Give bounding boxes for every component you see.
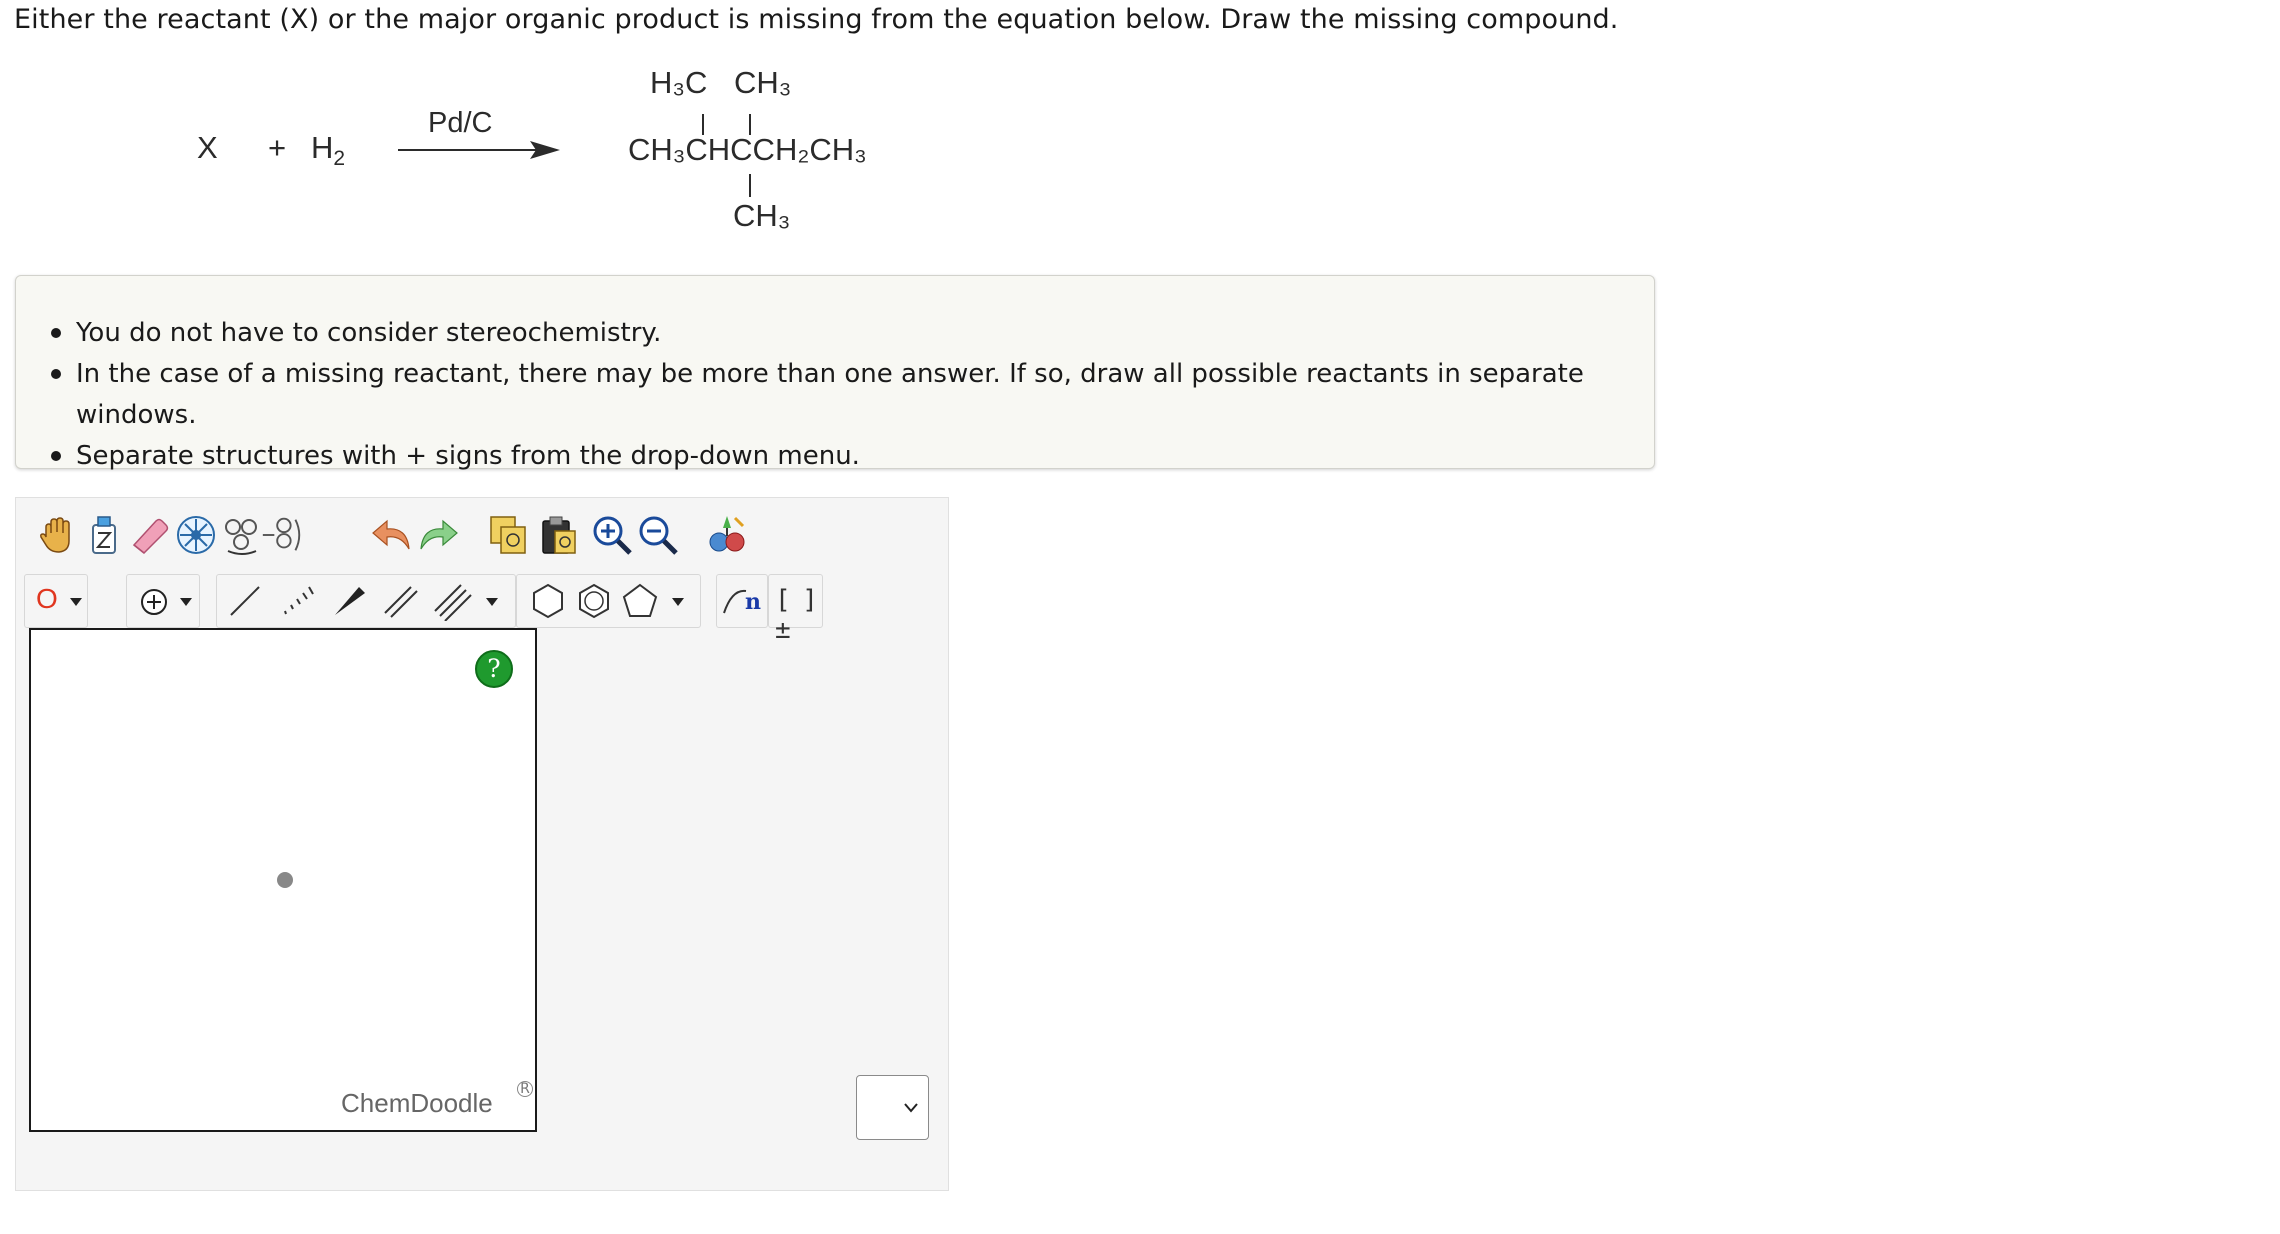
chevron-down-icon[interactable] [671,596,685,608]
plus-charge-icon [139,587,169,617]
zoom-out-icon[interactable] [635,510,681,560]
instructions-box [15,275,1655,469]
charge-bracket-button[interactable] [768,574,823,645]
cyclopentane-icon[interactable] [617,576,663,626]
cyclohexane-icon[interactable] [525,576,571,626]
charge-bracket-label: [ ]± [775,585,816,645]
atom-label-text: O [36,583,58,614]
double-bond-icon[interactable] [375,576,427,626]
clean-structure-icon[interactable] [705,510,751,560]
reactant-x: X [197,130,218,165]
product-bottom-methyl: CH₃ [733,198,791,233]
drawing-canvas[interactable] [29,628,537,1132]
canvas-placeholder-dot [277,872,293,888]
paste-icon[interactable] [536,510,582,560]
chevron-down-icon [903,1102,919,1114]
undo-icon[interactable] [369,510,415,560]
charge-dropdown[interactable] [126,574,200,628]
structure-separator-select[interactable] [856,1075,929,1140]
copy-icon[interactable] [486,510,532,560]
chevron-down-icon[interactable] [485,596,499,608]
product-top-right: CH₃ [734,65,792,100]
benzene-icon[interactable] [571,576,617,626]
wedge-bond-icon[interactable] [323,576,375,626]
hydrogen-reagent: $H_2$ [311,130,346,170]
instructions-list [76,313,1654,477]
eraser-icon[interactable] [127,510,173,560]
plus-sign: + [268,130,287,165]
registered-mark: R [517,1081,533,1097]
recessed-bond-icon[interactable] [271,576,323,626]
lasso-select-icon[interactable] [81,510,127,560]
sgroup-button[interactable] [716,574,768,628]
redo-icon[interactable] [415,510,461,560]
sgroup-label: n [745,589,761,615]
bond-tools-group [216,574,516,628]
chemdoodle-editor [15,497,949,1191]
reaction-equation [0,60,1000,250]
question-text: Either the reactant (X) or the major organic product is missing from the equation below. Draw the missing compound. [14,4,1619,35]
product-main-chain: CH₃CHCCH₂CH₃ [628,132,867,167]
chevron-down-icon [179,596,193,608]
ring-chain-icon[interactable] [259,510,305,560]
instruction-item: Separate structures with + signs from the drop-down menu. [20,436,1654,477]
instruction-item: In the case of a missing reactant, there may be more than one answer. If so, draw all possible reactants in separate windows. [20,354,1654,436]
ring-tools-group [516,574,701,628]
atom-wheel-icon[interactable] [173,510,219,560]
product-top-left: H₃C [650,65,708,100]
chemdoodle-brand: ChemDoodle [341,1088,493,1118]
atom-label-dropdown[interactable] [24,574,88,628]
catalyst-label: Pd/C [428,107,493,139]
triple-bond-icon[interactable] [427,576,479,626]
instruction-item: You do not have to consider stereochemistry. [20,313,1654,354]
chevron-down-icon [69,596,83,608]
single-bond-icon[interactable] [219,576,271,626]
zoom-in-icon[interactable] [589,510,635,560]
pan-hand-icon[interactable] [35,510,81,560]
help-button[interactable]: ? [475,650,513,688]
